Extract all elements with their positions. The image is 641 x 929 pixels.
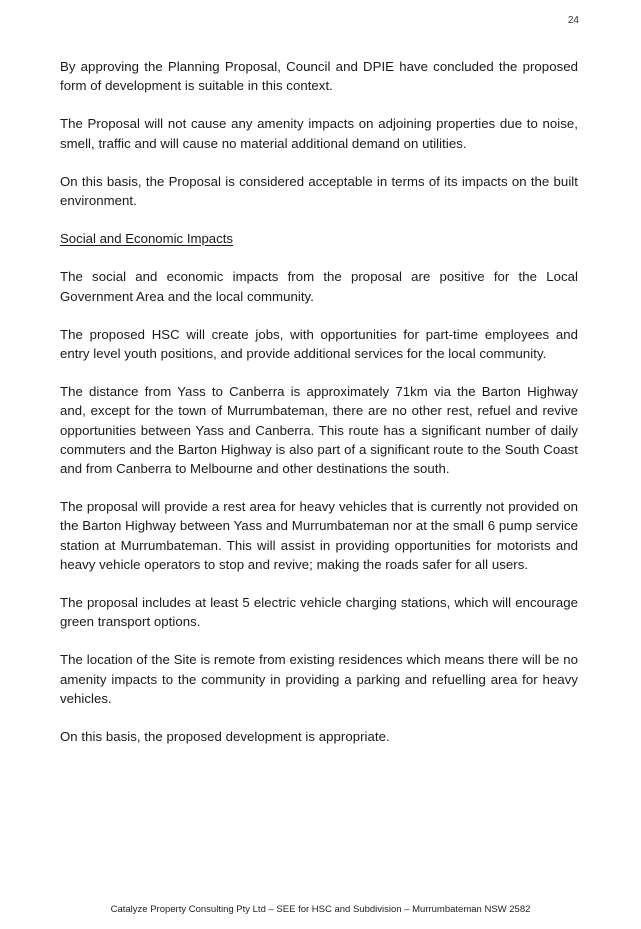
section-heading: Social and Economic Impacts	[60, 231, 233, 247]
paragraph-ev-charging: The proposal includes at least 5 electric vehicle charging stations, which will encourage green transport options.	[60, 595, 578, 630]
document-body	[60, 57, 578, 765]
paragraph-conclusion: On this basis, the proposed development is appropriate.	[60, 729, 390, 745]
paragraph-heavy-vehicle-rest-area: The proposal will provide a rest area for heavy vehicles that is currently not provided on the Barton Highway between Yass and Murrumbateman nor at the small 6 pump service station at Murrumbateman. This will assist in providing opportunities for motorists and heavy vehicle operators to stop and revive; making the roads safer for all users.	[60, 499, 578, 572]
paragraph-amenity-impacts: The Proposal will not cause any amenity impacts on adjoining properties due to noise, smell, traffic and will cause no material additional demand on utilities.	[60, 116, 578, 151]
page-number: 24	[567, 15, 579, 26]
paragraph-built-environment-conclusion: On this basis, the Proposal is considered acceptable in terms of its impacts on the built environment.	[60, 173, 578, 209]
paragraph-jobs: The proposed HSC will create jobs, with opportunities for part-time employees and entry level youth positions, and provide additional services for the local community.	[60, 326, 578, 362]
paragraph-yass-canberra-distance: The distance from Yass to Canberra is approximately 71km via the Barton Highway and, except for the town of Murrumbateman, there are no other rest, refuel and revive opportunities between Yass and Canberra. This route has a significant number of daily commuters and the Barton Highway is also part of a significant route to the South Coast and from Canberra to Melbourne and other destinations the south.	[60, 384, 578, 477]
paragraph-planning-approval: By approving the Planning Proposal, Council and DPIE have concluded the proposed form of development is suitable in this context.	[60, 59, 578, 94]
paragraph-site-location: The location of the Site is remote from existing residences which means there will be no amenity impacts to the community in providing a parking and refuelling area for heavy vehicles.	[60, 652, 578, 706]
page-footer: Catalyze Property Consulting Pty Ltd – SEE for HSC and Subdivision – Murrumbateman NSW 2582	[110, 904, 531, 915]
paragraph-social-economic-positive: The social and economic impacts from the proposal are positive for the Local Government Area and the local community.	[60, 269, 578, 304]
